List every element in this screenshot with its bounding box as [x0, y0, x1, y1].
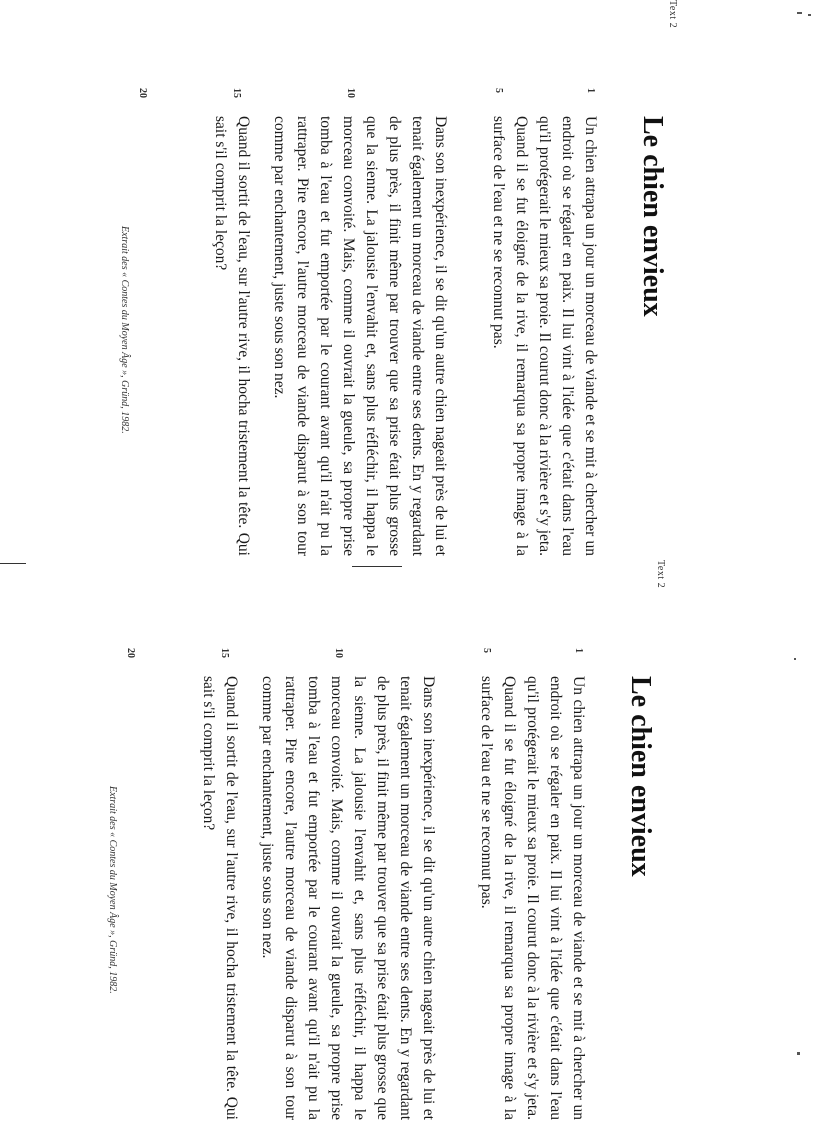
text-label: Text 2 — [655, 560, 666, 589]
paragraph-3: Quand il sortit de l'eau, sur l'autre rive, il hocha tristement la tête. Qui sait s'il comprit la leçon? — [212, 116, 252, 556]
line-number: 15 — [231, 88, 242, 98]
paragraph-1: Un chien attrapa un jour un morceau de viande et se mit à chercher un endroit où se régaler en paix. Il lui vint à l'idée que c'était dans l'eau qu'il protégerait le mieux sa proie. Il courut donc à la rivière et s'y jeta. Quand il se fut éloigné de la rive, il remarqua sa propre image à la surface de l'eau et ne se reconnut pas. — [490, 116, 599, 556]
fold-mark — [352, 566, 402, 567]
scan-speck — [797, 12, 802, 14]
story-title: Le chien envieux — [625, 676, 656, 877]
source-citation: Extrait des « Contes du Moyen Âge », Gründ, 1982. — [119, 226, 130, 434]
line-number: 20 — [137, 88, 148, 98]
scan-speck — [808, 14, 811, 16]
paragraph-1: Un chien attrapa un jour un morceau de viande et se mit à chercher un endroit où se régaler en paix. Il lui vint à l'idée que c'était dans l'eau qu'il protégerait le mieux sa proie. Il courut donc à la rivière et s'y jeta. Quand il se fut éloigné de la rive, il remarqua sa propre image à la surface de l'eau et ne se reconnut pas. — [478, 676, 587, 1120]
paragraph-2: Dans son inexpérience, il se dit qu'un autre chien nageait près de lui et tenait également un morceau de viande entre ses dents. En y regardant de plus près, il finit même par trouver que sa prise était plus grosse que la sienne. La jalousie l'envahit et, sans plus réfléchir, il happa le morceau convoité. Mais, comme il ouvrait la gueule, sa propre prise tomba à l'eau et fut emportée par le courant avant qu'il n'ait pu la rattraper. Pire encore, l'autre morceau de viande disparut à son tour comme par enchantement, juste sous son nez. — [259, 676, 437, 1120]
line-number: 15 — [219, 648, 230, 658]
paragraph-2: Dans son inexpérience, il se dit qu'un autre chien nageait près de lui et tenait également un morceau de viande entre ses dents. En y regardant de plus près, il finit même par trouver que sa prise était plus grosse que la sienne. La jalousie l'envahit et, sans plus réfléchir, il happa le morceau convoité. Mais, comme il ouvrait la gueule, sa propre prise tomba à l'eau et fut emportée par le courant avant qu'il n'ait pu la rattraper. Pire encore, l'autre morceau de viande disparut à son tour comme par enchantement, juste sous son nez. — [271, 116, 449, 556]
line-number: 10 — [345, 88, 356, 98]
scan-speck — [797, 1052, 800, 1055]
line-number: 1 — [573, 648, 584, 653]
paragraph-3: Quand il sortit de l'eau, sur l'autre rive, il hocha tristement la tête. Qui sait s'il comprit la leçon? — [200, 676, 240, 1120]
source-citation: Extrait des « Contes du Moyen Âge », Gründ, 1982. — [107, 786, 118, 994]
text-label: Text 2 — [667, 0, 678, 29]
document-copy-bottom — [107, 560, 670, 1120]
fold-mark — [0, 563, 26, 564]
line-number: 5 — [481, 648, 492, 653]
line-number: 1 — [585, 88, 596, 93]
line-number: 10 — [333, 648, 344, 658]
scan-speck — [794, 658, 796, 660]
document-copy-top — [119, 0, 682, 560]
story-title: Le chien envieux — [637, 116, 668, 317]
line-number: 5 — [493, 88, 504, 93]
line-number: 20 — [125, 648, 136, 658]
